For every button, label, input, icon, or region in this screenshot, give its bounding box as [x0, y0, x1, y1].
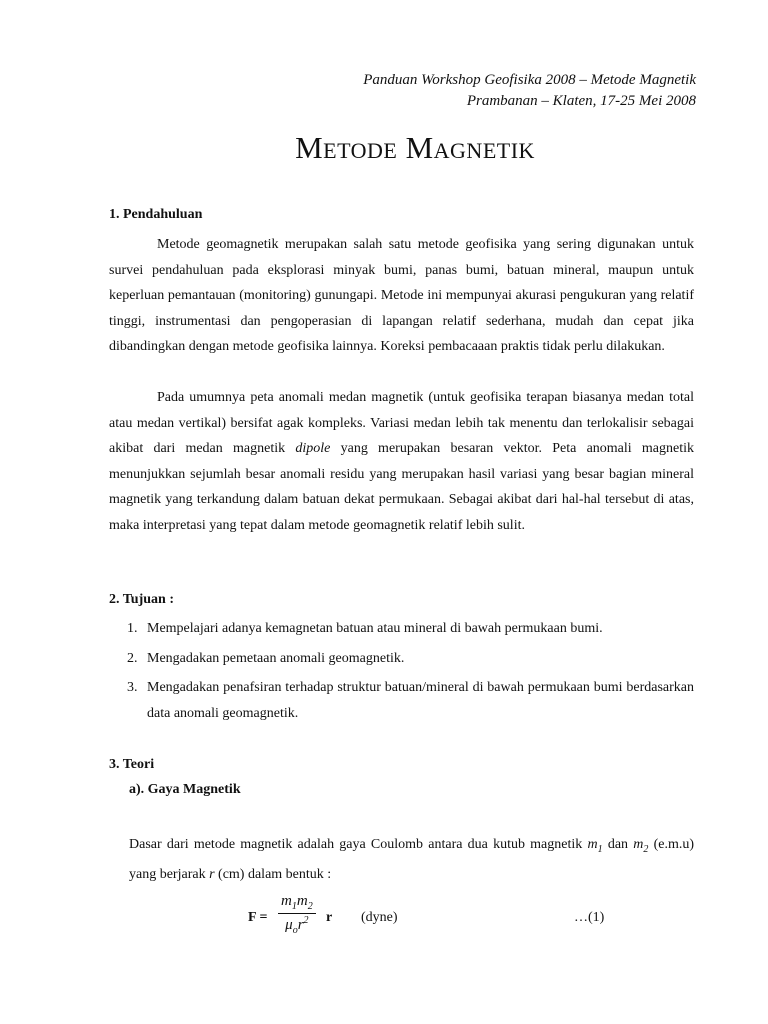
equation-number: …(1) [574, 910, 605, 925]
section-3a-heading: a). Gaya Magnetik [129, 782, 241, 797]
text: Dasar dari metode magnetik adalah gaya Coulomb antara dua kutub magnetik [129, 837, 588, 852]
list-item [127, 616, 694, 642]
text: (cm) dalam bentuk : [214, 867, 332, 883]
section-1-heading: 1. Pendahuluan [109, 207, 203, 222]
subscript: 1 [597, 843, 603, 855]
list-text: Mengadakan penafsiran terhadap struktur batuan/mineral di bawah permukaan bumi berdasarkan data anomali geomagnetik. [147, 680, 694, 721]
list-number: 1. [127, 621, 138, 636]
text: m [296, 893, 308, 909]
list-item [127, 675, 694, 726]
text: m [633, 837, 644, 852]
formula-numerator [278, 893, 316, 914]
header-line-2: Prambanan – Klaten, 17-25 Mei 2008 [466, 93, 696, 109]
list-text: Mengadakan pemetaan anomali geomagnetik. [147, 650, 405, 666]
m2-symbol [633, 837, 649, 855]
formula-fraction [278, 893, 316, 936]
dipole-term: dipole [295, 441, 331, 456]
para-2-text-b: yang merupakan besaran vektor. Peta anomali magnetik menunjukkan sejumlah besar anomali residu yang merupakan hasil variasi yang besar bagian mineral magnetik yang terkandung dalam batuan dekat permukaan. Sebagai akibat dari hal-hal tersebut di atas, maka interpretasi yang tepat dalam metode geomagnetik relatif lebih sulit. [109, 441, 694, 533]
text: (e.m.u) yang berjarak [129, 837, 695, 883]
coulomb-formula [248, 893, 628, 953]
text: μ [285, 917, 293, 933]
formula-vector-r: r [326, 910, 333, 925]
list-number: 2. [127, 650, 138, 666]
subscript: 2 [643, 843, 649, 855]
r-symbol: r [209, 867, 215, 883]
list-text: Mempelajari adanya kemagnetan batuan atau mineral di bawah permukaan bumi. [147, 621, 603, 636]
text: dan [602, 837, 634, 852]
para-2-text-a: Pada umumnya peta anomali medan magnetik (untuk geofisika terapan biasanya medan total atau medan vertikal) bersifat agak kompleks. Variasi medan lebih tak menentu dan terlokalisir sebagai akibat dari medan magnetik [109, 390, 694, 456]
section-1-paragraph-2 [109, 385, 694, 538]
section-1-paragraph-1 [109, 232, 694, 360]
section-3-paragraph [129, 832, 694, 888]
subscript: o [292, 925, 298, 936]
text: m [587, 837, 598, 852]
subscript: 2 [307, 901, 313, 912]
formula-unit: (dyne) [361, 910, 398, 925]
list-number: 3. [127, 680, 138, 695]
formula-lhs: F = [248, 910, 268, 925]
text: r [297, 917, 304, 933]
subscript: 1 [291, 901, 297, 912]
para-1-text: Metode geomagnetik merupakan salah satu metode geofisika yang sering digunakan untuk survei pendahuluan pada eksplorasi minyak bumi, panas bumi, batuan mineral, maupun untuk keperluan pemantauan (monitoring) gunungapi. Metode ini mempunyai akurasi pengukuran yang relatif tinggi, instrumentasi dan pengoperasian di lapangan relatif sederhana, mudah dan cepat jika dibandingkan dengan metode geofisika lainnya. Koreksi pembacaaan praktis tidak perlu dilakukan. [109, 237, 694, 354]
section-2-heading: 2. Tujuan : [109, 592, 174, 607]
formula-denominator [278, 914, 316, 936]
section-3-heading: 3. Teori [109, 757, 155, 772]
m1-symbol [587, 837, 603, 855]
objectives-list [127, 616, 694, 730]
text: m [281, 893, 292, 909]
page-title: Metode Magnetik [295, 130, 535, 165]
running-header [363, 70, 696, 112]
list-item [127, 646, 694, 672]
header-line-1: Panduan Workshop Geofisika 2008 – Metode Magnetik [363, 72, 696, 88]
superscript: 2 [303, 915, 309, 926]
